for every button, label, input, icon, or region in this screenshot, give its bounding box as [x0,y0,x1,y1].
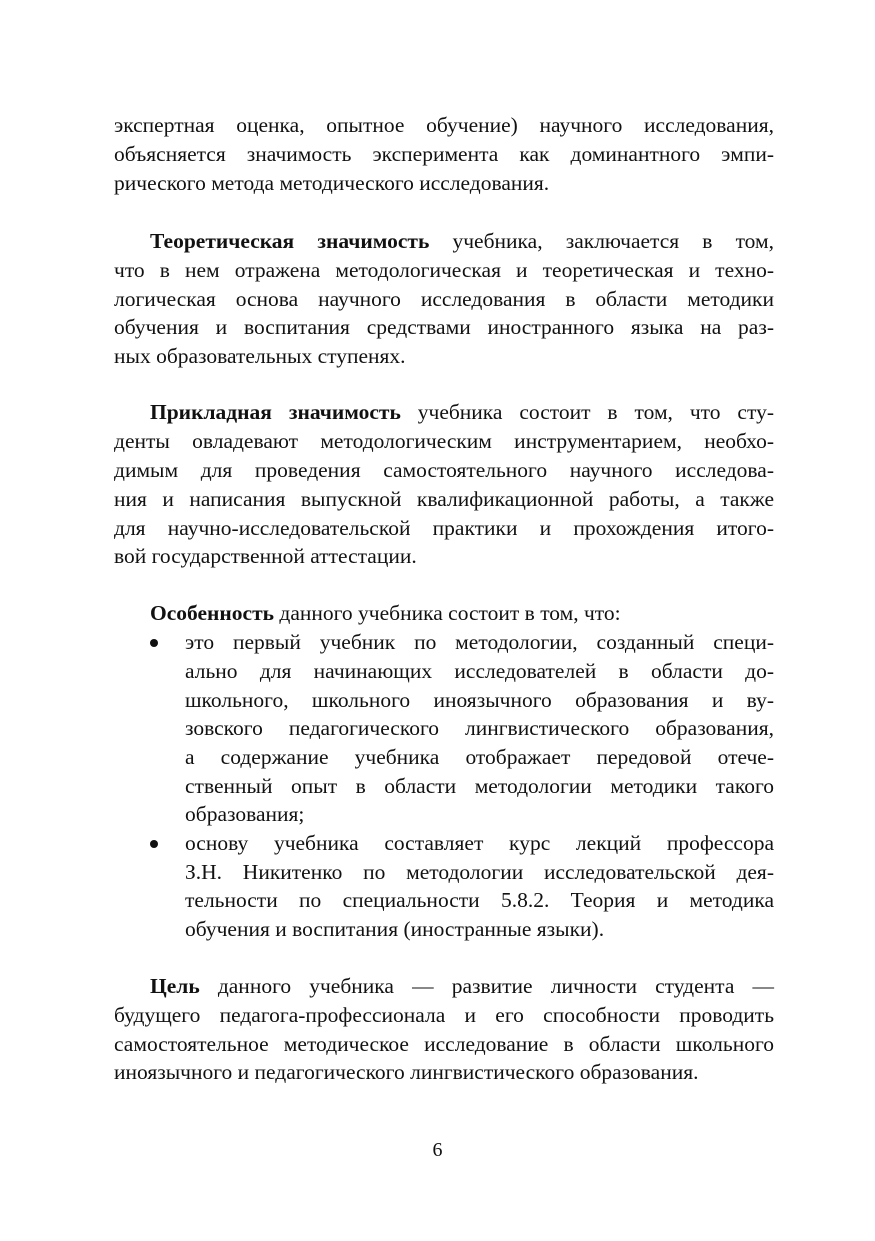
text-line: школьного, школьного иноязычного образования и ву- [185,688,774,712]
theoretical-significance-term: Теоретическая значимость [150,229,430,253]
text-line: образования; [185,802,305,826]
feature-term: Особенность [150,601,275,625]
applied-significance-term: Прикладная значимость [150,400,401,424]
text-line: ально для начинающих исследователей в области до- [185,659,774,683]
bullet-icon [148,829,162,843]
text-line: денты овладевают методологическим инструментарием, необхо- [114,429,774,453]
text-line: это первый учебник по методологии, созданный специ- [185,630,774,654]
text-line: Теоретическая значимость учебника, заключается в том, [150,229,775,253]
text-line: а содержание учебника отображает передовой отече- [185,745,774,769]
text-line: ных образовательных ступенях. [114,344,406,368]
text-line: димым для проведения самостоятельного научного исследова- [114,458,774,482]
text-line: обучения и воспитания (иностранные языки). [185,917,605,941]
bullet-icon [148,628,162,642]
text-line: вой государственной аттестации. [114,544,417,568]
text-line: иноязычного и педагогического лингвистического образования. [114,1060,699,1084]
text-line: рического метода методического исследования. [114,171,550,195]
page-number: 6 [432,1139,443,1161]
text-line: логическая основа научного исследования в области методики [114,287,774,311]
text-line: объясняется значимость эксперимента как доминантного эмпи- [114,142,774,166]
text-line: ственный опыт в области методологии методики такого [185,774,774,798]
text-line: основу учебника составляет курс лекций профессора [185,831,774,855]
text-line: будущего педагога-профессионала и его способности проводить [114,1003,774,1027]
text-line: ния и написания выпускной квалификационной работы, а также [114,487,774,511]
text-line: Цель данного учебника — развитие личности студента — [150,974,774,998]
text-line: тельности по специальности 5.8.2. Теория и методика [185,888,774,912]
text-line: для научно-исследовательской практики и прохождения итого- [114,516,774,540]
goal-term: Цель [150,974,200,998]
text-line: Прикладная значимость учебника состоит в том, что сту- [150,400,774,424]
text-line: самостоятельное методическое исследование в области школьного [114,1032,774,1056]
text-line: обучения и воспитания средствами иностранного языка на раз- [114,315,774,339]
text-line: что в нем отражена методологическая и теоретическая и техно- [114,258,774,282]
text-line: зовского педагогического лингвистического образования, [185,716,774,740]
text-line: З.Н. Никитенко по методологии исследовательской дея- [185,860,774,884]
text-line: Особенность данного учебника состоит в том, что: [150,601,621,625]
text-line: экспертная оценка, опытное обучение) научного исследования, [114,113,774,137]
